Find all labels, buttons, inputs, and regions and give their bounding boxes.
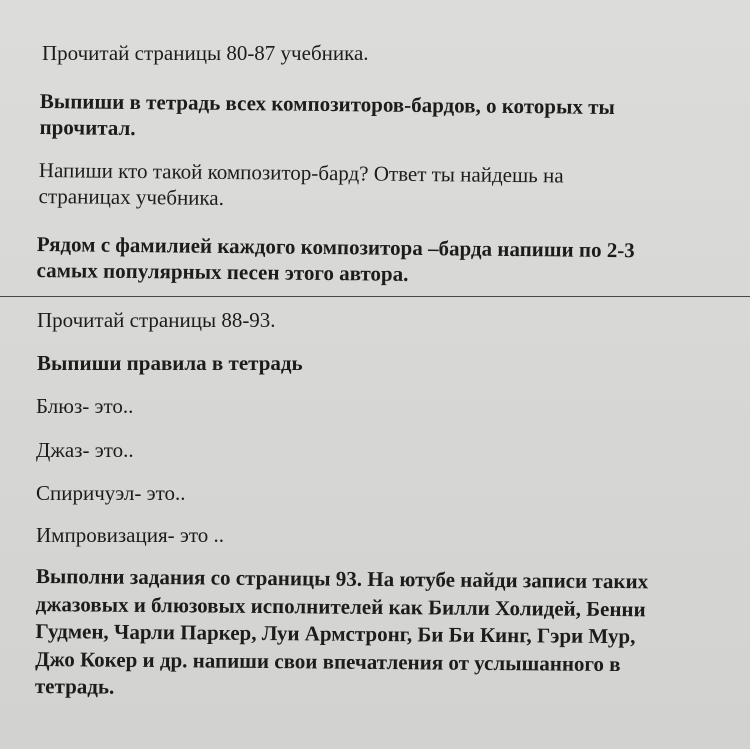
text-line: джазовых и блюзовых исполнителей как Билли Холидей, Бенни bbox=[35, 591, 646, 621]
text-line: Спиричуэл- это.. bbox=[36, 481, 186, 505]
text-line: самых популярных песен этого автора. bbox=[36, 257, 409, 286]
text-line: Блюз- это.. bbox=[36, 394, 134, 418]
text-line: Выпиши в тетрадь всех композиторов-бардов, о которых ты bbox=[39, 88, 616, 120]
section-divider bbox=[0, 296, 750, 297]
text-line: Рядом с фамилией каждого композитора –барда напиши по 2-3 bbox=[36, 231, 635, 263]
instruction-youtube-task bbox=[35, 563, 648, 706]
text-line: Джаз- это.. bbox=[36, 438, 134, 462]
text-line: Прочитай страницы 88-93. bbox=[37, 308, 276, 332]
instruction-write-rules bbox=[37, 350, 303, 376]
text-line: Выполни задания со страницы 93. На ютубе найди записи таких bbox=[35, 563, 649, 594]
definition-spiritual bbox=[36, 480, 186, 506]
definition-jazz bbox=[36, 437, 134, 463]
text-line: Напиши кто такой композитор-бард? Ответ ты найдешь на bbox=[38, 157, 564, 188]
instruction-popular-songs bbox=[36, 231, 634, 289]
text-line: Прочитай страницы 80-87 учебника. bbox=[42, 41, 369, 65]
text-line: прочитал. bbox=[39, 114, 136, 141]
instruction-write-bards bbox=[39, 88, 615, 146]
text-line: тетрадь. bbox=[34, 673, 115, 699]
text-line: страницах учебника. bbox=[38, 183, 225, 210]
text-line: Выпиши правила в тетрадь bbox=[37, 351, 303, 375]
definition-blues bbox=[36, 393, 133, 419]
definition-improvisation bbox=[36, 522, 224, 548]
text-line: Гудмен, Чарли Паркер, Луи Армстронг, Би Би Кинг, Гэри Мур, bbox=[35, 618, 636, 649]
text-line: Джо Кокер и др. напиши свои впечатления от услышанного в bbox=[35, 646, 621, 676]
instruction-read-pages-88-93 bbox=[37, 307, 276, 333]
instruction-read-pages-80-87 bbox=[42, 40, 369, 66]
instruction-who-is-bard bbox=[38, 157, 563, 214]
text-line: Импровизация- это .. bbox=[36, 523, 225, 547]
